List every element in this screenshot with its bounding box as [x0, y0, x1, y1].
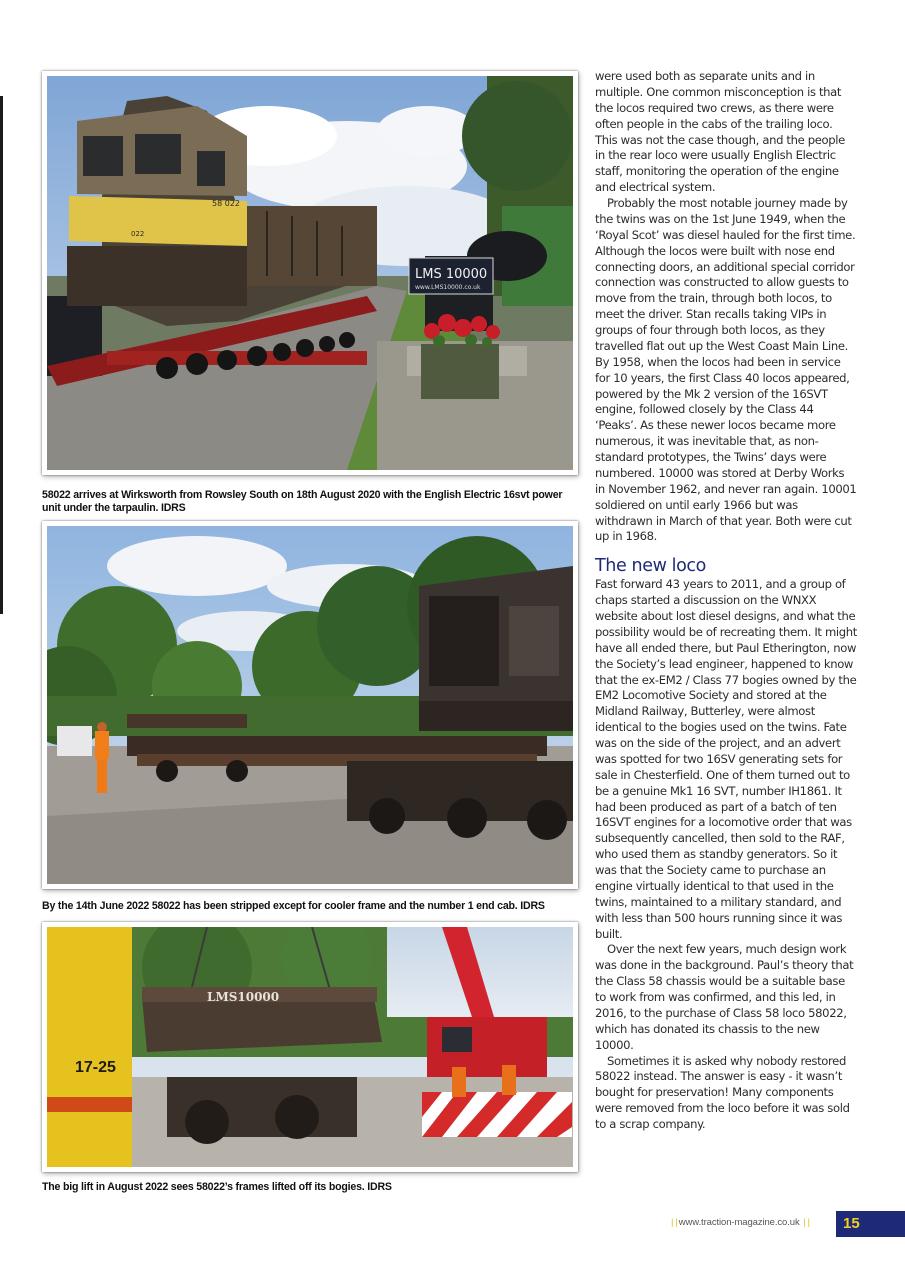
article-paragraph: Probably the most notable journey made by the twins was on the 1st June 1949, when the ‘Royal Scot’ was diesel hauled for the first time. Although the locos were built with nose end connecting doors, an additional special corridor connection was constructed to allow guests to move from the train, through both locos, to meet the driver. Stan recalls taking VIPs in groups of four through both locos, as they travelled flat out up the West Coast Main Line.	[595, 196, 856, 353]
footer-divider-icon: |	[671, 1217, 674, 1228]
page-number-tab	[836, 1211, 905, 1237]
crane-plate-label: 17-25	[75, 1059, 116, 1076]
page-edge-marker	[0, 96, 3, 614]
photo-wirksworth-arrival	[42, 71, 578, 475]
sign-title: LMS 10000	[415, 267, 488, 282]
footer-url[interactable]	[670, 1217, 811, 1228]
frame-label: LMS10000	[207, 990, 280, 1004]
article-paragraph: Over the next few years, much design work was done in the background. Paul’s theory that the Class 58 chassis would be a suitable base to work from was confirmed, and this led, in 2016, to the purchase of Class 58 loco 58022, which has donated its chassis to the new 10000.	[595, 942, 854, 1052]
photo-1-caption: 58022 arrives at Wirksworth from Rowsley South on 18th August 2020 with the English Electric 16svt power unit under the tarpaulin. IDRS	[42, 489, 563, 514]
photo-stripped-frame	[42, 521, 578, 889]
footer-divider-icon: |	[807, 1217, 810, 1228]
photo-2-image	[47, 526, 573, 884]
article-paragraph: were used both as separate units and in multiple. One common misconception is that the locos required two crews, as there were often people in the cabs of the trailing loco. This was not the case though, and the people in the rear loco were usually English Electric staff, monitoring the operation of the engine and electrical system.	[595, 69, 845, 195]
sign-url: www.LMS10000.co.uk	[415, 284, 481, 291]
photo-1-image	[47, 76, 573, 470]
photo-big-lift	[42, 922, 578, 1172]
footer-divider-icon: |	[675, 1217, 678, 1228]
photo-3-caption: The big lift in August 2022 sees 58022’s frames lifted off its bogies. IDRS	[42, 1181, 392, 1193]
section-heading: The new loco	[595, 556, 706, 577]
article-paragraph: Sometimes it is asked why nobody restored 58022 instead. The answer is easy - it wasn’t bought for preservation! Many components were removed from the loco before it was sold to a scrap company.	[595, 1053, 850, 1131]
loco-number-label: 58 022	[212, 199, 240, 208]
article-column	[595, 69, 857, 1133]
page-number: 15	[843, 1215, 860, 1232]
cab-number-label: 022	[131, 230, 145, 238]
article-paragraph: Fast forward 43 years to 2011, and a group of chaps started a discussion on the WNXX website about lost diesel designs, and what the possibility would be of recreating them. It might have all ended there, but Paul Etherington, now the Society’s lead engineer, happened to know that the ex-EM2 / Class 77 bogies owned by the EM2 Locomotive Society and stored at the Midland Railway, Butterley, were almost identical to the bogies used on the twins. Fate was on the side of the project, and an advert was spotted for two 16SV generating sets for sale in Chesterfield. One of them turned out to be a genuine Mk1 16 SVT, number IH1861. It had been produced as part of a batch of ten 16SVT engines for a locomotive order that was subsequently cancelled, then sold to the RAF, who used them as standby generators. So it was that the Society came to purchase an engine virtually identical to that used in the twins, maintained to a military standard, and with less than 500 hours running since it was built.	[595, 577, 857, 941]
footer-url-text: www.traction-magazine.co.uk	[678, 1217, 800, 1228]
photo-2-caption: By the 14th June 2022 58022 has been stripped except for cooler frame and the number 1 end cab. IDRS	[42, 900, 545, 912]
photo-3-image	[47, 927, 573, 1167]
footer-divider-icon: |	[803, 1217, 806, 1228]
article-paragraph: By 1958, when the locos had been in service for 10 years, the first Class 40 locos appeared, powered by the Mk 2 version of the 16SVT engine, followed closely by the Class 44 ‘Peaks’. As these newer locos became more numerous, it was inevitable that, as non-standard prototypes, the Twins’ days were numbered. 10000 was stored at Derby Works in November 1962, and never ran again. 10001 soldiered on until early 1966 but was withdrawn in March of that year. Both were cut up in 1968.	[595, 354, 857, 544]
